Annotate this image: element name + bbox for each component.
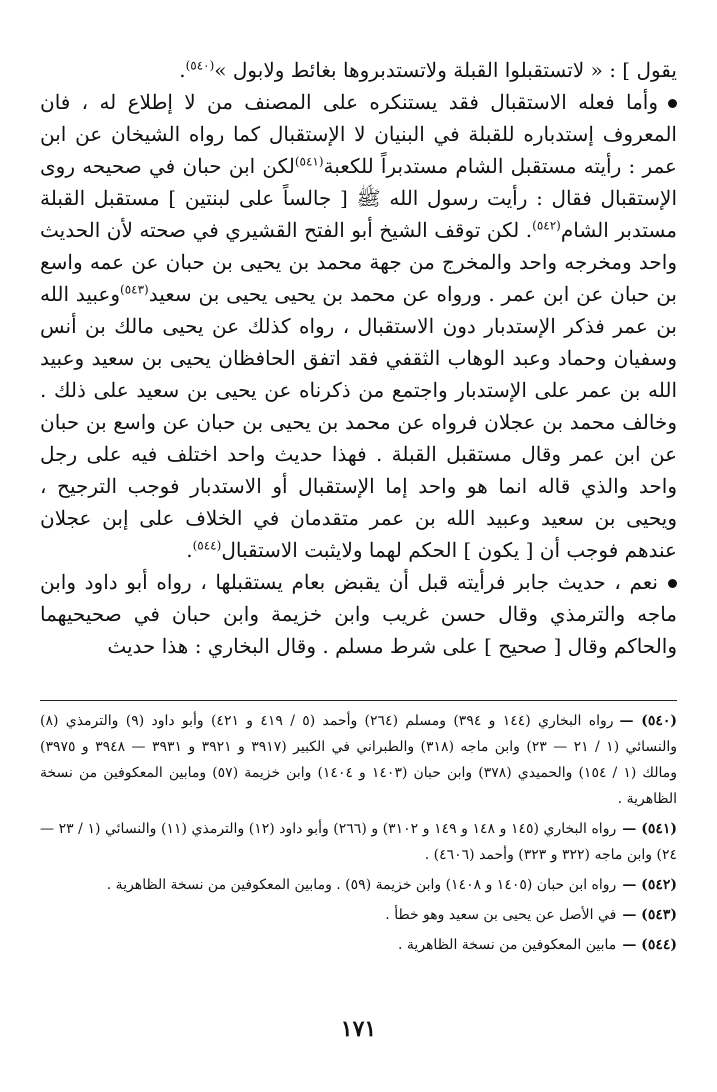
paragraph-text: وأما فعله الاستقبال فقد يستنكره على المصنف من لا إطلاع له ، فان المعروف إستدباره للقبلة في البنيان لا الإستقبال كما رواه الشيخان عن ابن عمر : رأيته مستقبل الشام مستدبراً للكعبة xyxy=(40,90,677,178)
punctuation: . xyxy=(179,58,186,82)
footnote-text: مابين المعكوفين من نسخة الظاهرية . xyxy=(398,937,617,953)
footnote-text: رواه البخاري (١٤٥ و ١٤٨ و ١٤٩ و ٣١٠٢) و (٢٦٦) وأبو داود (١٢) والترمذي (١١) والنسائي (١ / ٢٣ — ٢٤) وابن ماجه (٣٢٢ و ٣٢٣) وأحمد (٤٦٠٦) . xyxy=(40,821,677,863)
footnote-number: (٥٤٢) — xyxy=(622,877,677,893)
footnote-ref[interactable]: (٥٤١) xyxy=(294,154,324,169)
footnote-544 xyxy=(40,932,677,958)
footnote-divider xyxy=(40,700,677,701)
footnote-number: (٥٤٤) — xyxy=(622,937,677,953)
footnote-543 xyxy=(40,902,677,928)
footnote-text: في الأصل عن يحيى بن سعيد وهو خطأ . xyxy=(385,907,617,923)
bullet-icon xyxy=(668,99,677,108)
footnotes xyxy=(40,708,677,962)
footnote-text: رواه البخاري (١٤٤ و ٣٩٤) ومسلم (٢٦٤) وأحمد (٥ / ٤١٩ و ٤٢١) وأبو داود (٩) والترمذي (٨) والنسائي (١ / ٢١ — ٢٣) وابن ماجه (٣١٨) والطبراني في الكبير (٣٩١٧ و ٣٩٢١ و ٣٩٣١ — ٣٩٤٨ و ٣٩٧٥) ومالك (١ / ١٥٤) والحميدي (٣٧٨) وابن حبان (١٤٠٣ و ١٤٠٤) وابن خزيمة (٥٧) ومابين المعكوفين من نسخة الظاهرية . xyxy=(40,713,677,807)
paragraph-text: نعم ، حديث جابر فرأيته قبل أن يقبض بعام يستقبلها ، رواه أبو داود وابن ماجه والترمذي وقال حسن غريب وابن خزيمة وابن حبان في صحيحيهما والحاكم وقال [ صحيح ] على شرط مسلم . وقال البخاري : هذا حديث xyxy=(40,570,677,658)
footnote-542 xyxy=(40,872,677,898)
main-text xyxy=(40,54,677,662)
punctuation: . xyxy=(186,538,193,562)
footnote-540 xyxy=(40,708,677,812)
footnote-text: رواه ابن حبان (١٤٠٥ و ١٤٠٨) وابن خزيمة (٥٩) . ومابين المعكوفين من نسخة الظاهرية . xyxy=(106,877,617,893)
footnote-number: (٥٤٣) — xyxy=(622,907,677,923)
quote-text: يقول ] : « لاتستقبلوا القبلة ولاتستدبروها بغائط ولابول » xyxy=(214,58,677,82)
footnote-number: (٥٤٠) — xyxy=(619,713,678,729)
paragraph-quote xyxy=(40,54,677,86)
paragraph-text: وعبيد الله بن عمر فذكر الإستدبار دون الاستقبال ، رواه كذلك عن يحيى مالك بن أنس وسفيان وحماد وعبد الوهاب الثقفي فقد اتفق الحافظان يحيى بن سعيد وعبيد الله بن عمر على الإستدبار واجتمع من ذكرناه عن يحيى بن سعيد على ذلك . وخالف محمد بن عجلان فرواه عن محمد بن يحيى بن حبان عن واسع بن حبان عن ابن عمر وقال مستقبل القبلة . فهذا حديث واحد اختلف فيه على رجل واحد والذي قاله انما هو واحد إما الإستقبال أو الاستدبار فوجب الترجيح ، ويحيى بن سعيد وعبيد الله بن عمر متقدمان في الخلاف على إبن عجلان عندهم فوجب أن [ يكون ] الحكم لهما ولايثبت الاستقبال xyxy=(40,282,677,562)
footnote-ref[interactable]: (٥٤٣) xyxy=(120,282,149,297)
footnote-541 xyxy=(40,816,677,868)
footnote-number: (٥٤١) — xyxy=(622,821,678,837)
bullet-icon xyxy=(668,579,677,588)
paragraph-istiqbal xyxy=(40,86,677,566)
paragraph-text: لكن ابن حبان في صحيحه روى الإستقبال فقال : رأيت رسول الله ﷺ [ جالساً على لبنتين ] مستقبل القبلة مستدبر الشام xyxy=(40,154,678,242)
paragraph-text: . لكن توقف الشيخ أبو الفتح القشيري في صحته لأن الحديث واحد ومخرجه واحد والمخرج من جهة محمد بن يحيى بن حبان عن عمه واسع بن حبان عن ابن عمر . ورواه عن محمد بن يحيى يحيى بن سعيد xyxy=(40,218,677,306)
footnote-ref[interactable]: (٥٤٤) xyxy=(192,538,222,553)
paragraph-jabir xyxy=(40,566,677,662)
footnote-ref[interactable]: (٥٤٠) xyxy=(185,58,215,73)
page-number: ١٧١ xyxy=(340,1016,377,1042)
footnote-ref[interactable]: (٥٤٢) xyxy=(532,218,561,233)
